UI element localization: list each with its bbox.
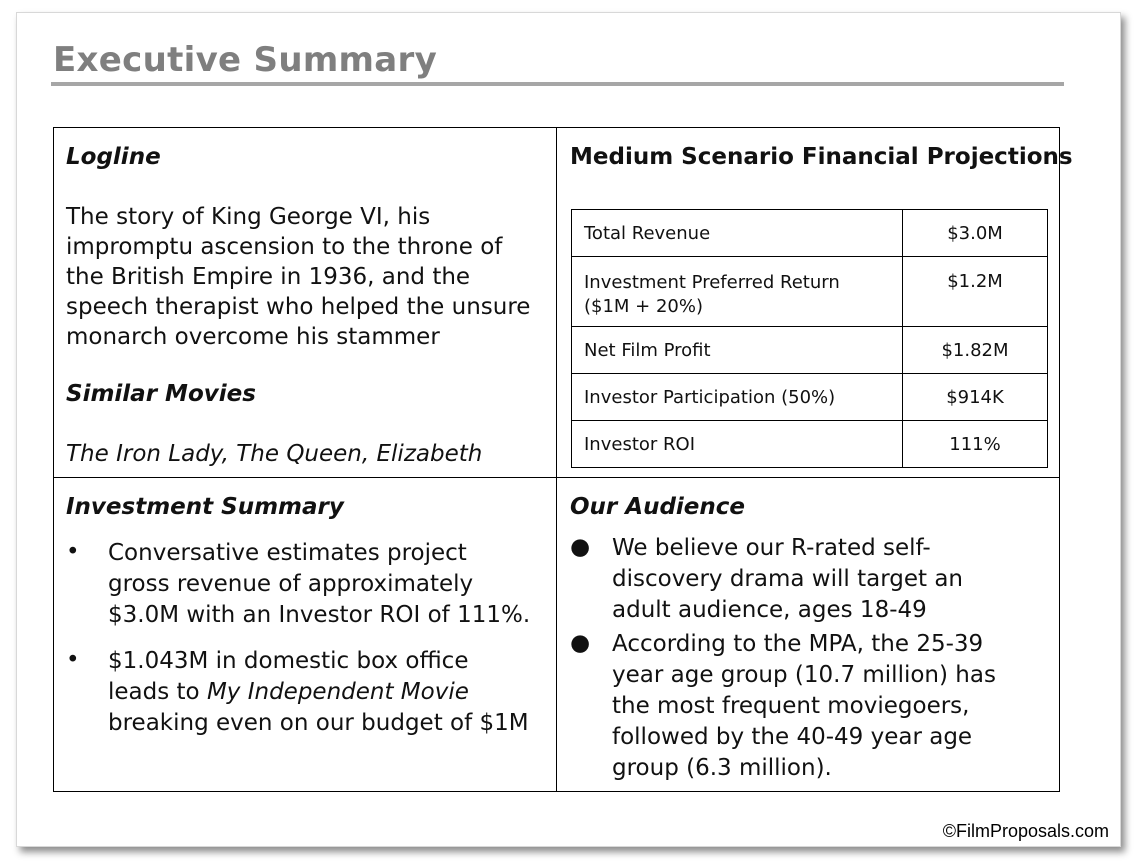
title-underline <box>51 82 1064 86</box>
logline-line: the British Empire in 1936, and the <box>66 264 471 290</box>
page-title: Executive Summary <box>53 40 438 80</box>
fin-label <box>572 257 903 327</box>
table-row <box>572 257 1048 327</box>
bullet-dot: ● <box>570 534 591 560</box>
fin-label-line: Investment Preferred Return <box>584 272 840 293</box>
bullet-line: gross revenue of approximately <box>108 571 474 597</box>
logline-line: The story of King George VI, his <box>66 204 431 230</box>
logline-line: speech therapist who helped the unsure <box>66 294 531 320</box>
bullet-line: $1.043M in domestic box office <box>108 648 469 674</box>
logline-line: monarch overcome his stammer <box>66 324 440 350</box>
copyright-text: ©FilmProposals.com <box>942 821 1109 841</box>
bullet-dot: ● <box>570 630 591 656</box>
table-row <box>572 421 1048 468</box>
table-row <box>572 327 1048 374</box>
audience-heading: Our Audience <box>570 494 746 520</box>
fin-value: 111% <box>903 421 1048 468</box>
fin-label: Investor ROI <box>572 421 903 468</box>
grid-vertical-divider <box>556 127 557 792</box>
fin-value: $1.2M <box>903 257 1048 327</box>
bullet-line: Conversative estimates project <box>108 540 467 566</box>
bullet-line <box>108 677 529 708</box>
audience-bullet-1 <box>612 533 963 626</box>
fin-label: Net Film Profit <box>572 327 903 374</box>
bullet-line: group (6.3 million). <box>612 755 832 781</box>
investment-bullet-2 <box>108 646 529 739</box>
grid-horizontal-divider <box>53 477 1060 478</box>
bullet-line: We believe our R-rated self- <box>612 535 931 561</box>
logline-text <box>66 202 530 352</box>
bullet-line: According to the MPA, the 25-39 <box>612 631 984 657</box>
bullet-line: followed by the 40-49 year age <box>612 724 973 750</box>
bullet-dot: • <box>66 647 80 673</box>
logline-heading: Logline <box>66 144 161 170</box>
fin-value: $914K <box>903 374 1048 421</box>
bullet-line: adult audience, ages 18-49 <box>612 597 927 623</box>
fin-label: Investor Participation (50%) <box>572 374 903 421</box>
bullet-dot: • <box>66 539 80 565</box>
financials-heading: Medium Scenario Financial Projections <box>570 144 1073 170</box>
similar-movies-text: The Iron Lady, The Queen, Elizabeth <box>66 441 483 467</box>
investment-bullet-1 <box>108 538 530 631</box>
bullet-line: breaking even on our budget of $1M <box>108 710 529 736</box>
fin-label: Total Revenue <box>572 210 903 257</box>
fin-label-line: ($1M + 20%) <box>584 296 704 317</box>
fin-value: $1.82M <box>903 327 1048 374</box>
table-row <box>572 374 1048 421</box>
audience-bullet-2 <box>612 629 996 784</box>
movie-title: My Independent Movie <box>206 679 469 705</box>
bullet-text: leads to <box>108 679 207 705</box>
bullet-line: discovery drama will target an <box>612 566 963 592</box>
bullet-line: year age group (10.7 million) has <box>612 662 996 688</box>
similar-movies-heading: Similar Movies <box>66 381 256 407</box>
table-row <box>572 210 1048 257</box>
logline-line: impromptu ascension to the throne of <box>66 234 503 260</box>
investment-heading: Investment Summary <box>66 494 344 520</box>
fin-value: $3.0M <box>903 210 1048 257</box>
bullet-line: the most frequent moviegoers, <box>612 693 970 719</box>
financials-table <box>571 209 1048 468</box>
bullet-line: $3.0M with an Investor ROI of 111%. <box>108 602 531 628</box>
